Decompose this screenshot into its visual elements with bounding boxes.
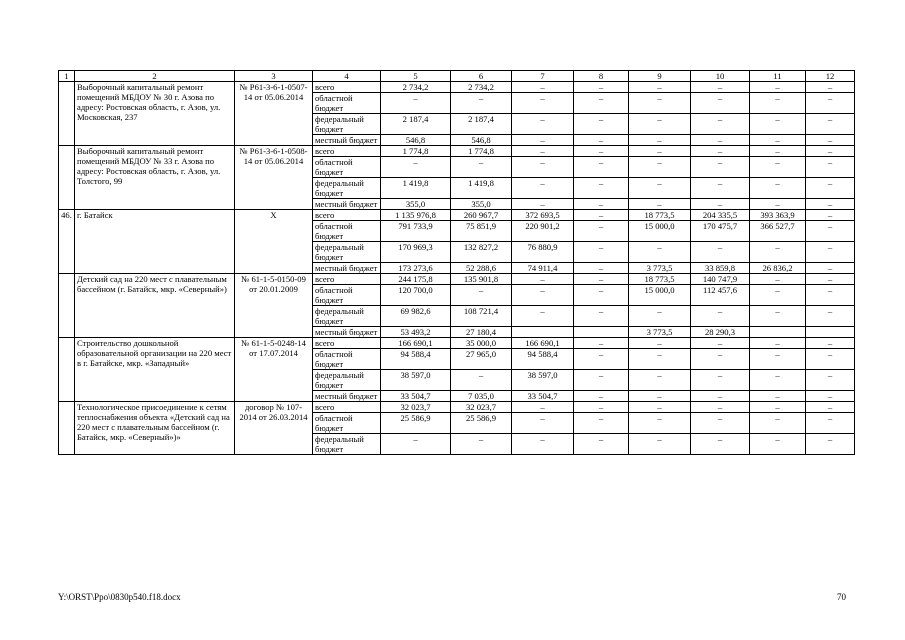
amount-cell: 38 597,0 [512,370,574,391]
funding-source: федеральный бюджет [313,306,381,327]
amount-cell: – [381,93,451,114]
funding-source: областной бюджет [313,349,381,370]
amount-cell: – [574,210,629,221]
registration-number: № 61-1-5-0150-09 от 20.01.2009 [235,274,313,338]
amount-cell: 32 023,7 [381,402,451,413]
amount-cell: – [750,82,806,93]
object-name: г. Батайск [75,210,235,274]
column-number: 5 [381,71,451,82]
amount-cell: – [629,93,691,114]
amount-cell: – [629,157,691,178]
column-number: 10 [691,71,750,82]
amount-cell: – [691,402,750,413]
column-number: 6 [451,71,512,82]
item-number [59,402,75,455]
budget-table [58,70,855,455]
amount-cell: 27 180,4 [451,327,512,338]
amount-cell: – [750,274,806,285]
object-name: Технологическое присоединение к сетям теплоснабжения объекта «Детский сад на 220 мест с плавательным бассейном (г. Батайск, мкр. «Северный»)» [75,402,235,455]
amount-cell: – [691,157,750,178]
amount-cell: 75 851,9 [451,221,512,242]
amount-cell: – [574,199,629,210]
amount-cell: – [512,413,574,434]
amount-cell: – [629,146,691,157]
column-number: 11 [750,71,806,82]
registration-number: X [235,210,313,274]
amount-cell: – [574,93,629,114]
amount-cell: 74 911,4 [512,263,574,274]
amount-cell: – [691,135,750,146]
amount-cell: 27 965,0 [451,349,512,370]
amount-cell: 355,0 [451,199,512,210]
amount-cell: – [451,434,512,455]
amount-cell: – [691,146,750,157]
funding-source: областной бюджет [313,157,381,178]
amount-cell: 108 721,4 [451,306,512,327]
amount-cell: 1 774,8 [451,146,512,157]
amount-cell: – [629,242,691,263]
table-row [59,274,855,285]
amount-cell: – [451,157,512,178]
amount-cell: – [806,157,855,178]
file-path: Y:\ORST\Ppo\0830p540.f18.docx [58,592,181,602]
amount-cell: – [574,338,629,349]
amount-cell [574,327,629,338]
amount-cell: – [574,349,629,370]
amount-cell: – [806,199,855,210]
amount-cell: 2 734,2 [381,82,451,93]
funding-source: всего [313,210,381,221]
amount-cell: 355,0 [381,199,451,210]
funding-source: местный бюджет [313,263,381,274]
amount-cell: 1 419,8 [451,178,512,199]
amount-cell: – [806,391,855,402]
amount-cell: – [629,178,691,199]
funding-source: федеральный бюджет [313,434,381,455]
funding-source: федеральный бюджет [313,178,381,199]
funding-source: областной бюджет [313,93,381,114]
table-body [59,82,855,455]
amount-cell: – [574,263,629,274]
column-number: 2 [75,71,235,82]
amount-cell: – [750,391,806,402]
amount-cell: – [574,157,629,178]
amount-cell: – [512,82,574,93]
column-number: 12 [806,71,855,82]
amount-cell: 3 773,5 [629,327,691,338]
amount-cell: 2 734,2 [451,82,512,93]
table-row [59,82,855,93]
amount-cell: – [512,285,574,306]
amount-cell: – [750,285,806,306]
amount-cell: 33 504,7 [381,391,451,402]
table-row [59,210,855,221]
amount-cell: – [750,349,806,370]
amount-cell: 7 035,0 [451,391,512,402]
funding-source: всего [313,82,381,93]
amount-cell: – [750,370,806,391]
registration-number: договор № 107-2014 от 26.03.2014 [235,402,313,455]
funding-source: областной бюджет [313,221,381,242]
amount-cell: – [806,434,855,455]
column-number: 9 [629,71,691,82]
amount-cell: – [806,221,855,242]
amount-cell: – [512,274,574,285]
amount-cell: 791 733,9 [381,221,451,242]
amount-cell: – [691,413,750,434]
amount-cell: 2 187,4 [381,114,451,135]
amount-cell: – [381,157,451,178]
amount-cell: 170 475,7 [691,221,750,242]
amount-cell: – [691,114,750,135]
column-number-row [59,71,855,82]
amount-cell: – [806,135,855,146]
amount-cell: – [629,338,691,349]
object-name: Строительство дошкольной образовательной организации на 220 мест в г. Батайске, мкр. «Западный» [75,338,235,402]
amount-cell: – [691,93,750,114]
object-name: Детский сад на 220 мест с плавательным бассейном (г. Батайск, мкр. «Северный») [75,274,235,338]
amount-cell: 393 363,9 [750,210,806,221]
amount-cell: – [750,306,806,327]
amount-cell: – [574,135,629,146]
amount-cell: – [806,285,855,306]
amount-cell: 53 493,2 [381,327,451,338]
amount-cell: – [629,199,691,210]
amount-cell: 69 982,6 [381,306,451,327]
amount-cell: 260 967,7 [451,210,512,221]
page-number: 70 [837,592,846,602]
amount-cell: – [806,178,855,199]
amount-cell: – [574,82,629,93]
amount-cell: 140 747,9 [691,274,750,285]
amount-cell: – [806,338,855,349]
funding-source: федеральный бюджет [313,370,381,391]
amount-cell: 170 969,3 [381,242,451,263]
amount-cell: 25 586,9 [381,413,451,434]
amount-cell: – [574,285,629,306]
amount-cell: – [629,349,691,370]
amount-cell: 1 135 976,8 [381,210,451,221]
funding-source: всего [313,274,381,285]
funding-source: всего [313,146,381,157]
registration-number: № Р61-3-6-1-0508-14 от 05.06.2014 [235,146,313,210]
amount-cell: – [691,306,750,327]
amount-cell: – [750,338,806,349]
amount-cell: 32 023,7 [451,402,512,413]
amount-cell: – [574,391,629,402]
amount-cell: 25 586,9 [451,413,512,434]
amount-cell: 38 597,0 [381,370,451,391]
funding-source: областной бюджет [313,285,381,306]
item-number [59,146,75,210]
funding-source: местный бюджет [313,391,381,402]
amount-cell: – [691,434,750,455]
amount-cell: – [574,178,629,199]
amount-cell: – [574,306,629,327]
amount-cell: – [806,306,855,327]
amount-cell: – [750,434,806,455]
amount-cell: 28 290,3 [691,327,750,338]
amount-cell: 52 288,6 [451,263,512,274]
amount-cell: – [512,402,574,413]
object-name: Выборочный капитальный ремонт помещений МБДОУ № 30 г. Азова по адресу: Ростовская область, г. Азов, ул. Московская, 237 [75,82,235,146]
amount-cell: – [806,210,855,221]
amount-cell: – [574,242,629,263]
amount-cell: – [629,114,691,135]
amount-cell: – [451,370,512,391]
amount-cell: – [750,413,806,434]
amount-cell [750,327,806,338]
registration-number: № 61-1-5-0248-14 от 17.07.2014 [235,338,313,402]
amount-cell: – [512,157,574,178]
amount-cell: 26 836,2 [750,263,806,274]
amount-cell: – [512,93,574,114]
amount-cell: – [691,338,750,349]
amount-cell: – [512,114,574,135]
amount-cell: – [629,413,691,434]
amount-cell: 15 000,0 [629,285,691,306]
amount-cell: – [806,93,855,114]
column-number: 8 [574,71,629,82]
amount-cell: – [574,114,629,135]
amount-cell: 1 774,8 [381,146,451,157]
amount-cell: 120 700,0 [381,285,451,306]
amount-cell: – [806,402,855,413]
amount-cell: – [451,285,512,306]
column-number: 4 [313,71,381,82]
amount-cell: – [806,349,855,370]
amount-cell: – [750,199,806,210]
amount-cell: 112 457,6 [691,285,750,306]
amount-cell: – [512,178,574,199]
amount-cell: – [750,93,806,114]
amount-cell: – [691,391,750,402]
amount-cell: – [806,114,855,135]
amount-cell: – [691,349,750,370]
amount-cell: – [512,199,574,210]
amount-cell: 372 693,5 [512,210,574,221]
amount-cell: – [750,178,806,199]
amount-cell: – [629,370,691,391]
amount-cell: – [806,242,855,263]
amount-cell: – [806,370,855,391]
funding-source: местный бюджет [313,327,381,338]
amount-cell: 94 588,4 [381,349,451,370]
amount-cell: – [629,306,691,327]
funding-source: всего [313,402,381,413]
amount-cell: 33 504,7 [512,391,574,402]
amount-cell: – [750,135,806,146]
amount-cell: 35 000,0 [451,338,512,349]
amount-cell: 76 880,9 [512,242,574,263]
amount-cell: 366 527,7 [750,221,806,242]
amount-cell: – [750,157,806,178]
amount-cell: 166 690,1 [512,338,574,349]
registration-number: № Р61-3-6-1-0507-14 от 05.06.2014 [235,82,313,146]
amount-cell: – [691,178,750,199]
amount-cell: 220 901,2 [512,221,574,242]
amount-cell [806,327,855,338]
funding-source: федеральный бюджет [313,114,381,135]
amount-cell: 173 273,6 [381,263,451,274]
amount-cell: – [750,242,806,263]
amount-cell: 18 773,5 [629,210,691,221]
amount-cell: – [691,370,750,391]
item-number [59,82,75,146]
amount-cell: – [381,434,451,455]
item-number: 46. [59,210,75,274]
amount-cell: – [750,402,806,413]
amount-cell: 546,8 [451,135,512,146]
amount-cell: 3 773,5 [629,263,691,274]
funding-source: местный бюджет [313,199,381,210]
amount-cell: – [629,391,691,402]
amount-cell: 135 901,8 [451,274,512,285]
amount-cell: – [451,93,512,114]
amount-cell: 204 335,5 [691,210,750,221]
table-row [59,402,855,413]
amount-cell: – [806,82,855,93]
funding-source: местный бюджет [313,135,381,146]
amount-cell: 132 827,2 [451,242,512,263]
amount-cell: 2 187,4 [451,114,512,135]
amount-cell: 546,8 [381,135,451,146]
column-number: 3 [235,71,313,82]
amount-cell: 244 175,8 [381,274,451,285]
amount-cell: – [750,114,806,135]
amount-cell: – [806,413,855,434]
amount-cell: – [574,146,629,157]
amount-cell: 18 773,5 [629,274,691,285]
amount-cell: 15 000,0 [629,221,691,242]
item-number [59,274,75,338]
column-number: 7 [512,71,574,82]
amount-cell: – [574,402,629,413]
amount-cell: – [574,370,629,391]
amount-cell: – [691,199,750,210]
amount-cell: – [512,146,574,157]
amount-cell: – [574,274,629,285]
amount-cell: 1 419,8 [381,178,451,199]
column-number: 1 [59,71,75,82]
amount-cell: – [691,82,750,93]
item-number [59,338,75,402]
funding-source: областной бюджет [313,413,381,434]
object-name: Выборочный капитальный ремонт помещений МБДОУ № 33 г. Азова по адресу: Ростовская область, г. Азов, ул. Толстого, 99 [75,146,235,210]
amount-cell: – [574,221,629,242]
amount-cell: – [512,135,574,146]
amount-cell: – [806,263,855,274]
amount-cell: – [629,135,691,146]
amount-cell: – [750,146,806,157]
amount-cell: – [629,402,691,413]
amount-cell: – [629,434,691,455]
amount-cell: – [574,434,629,455]
amount-cell: 166 690,1 [381,338,451,349]
amount-cell: – [629,82,691,93]
amount-cell: 33 859,8 [691,263,750,274]
funding-source: всего [313,338,381,349]
table-row [59,146,855,157]
funding-source: федеральный бюджет [313,242,381,263]
amount-cell: – [512,306,574,327]
amount-cell: – [691,242,750,263]
amount-cell: – [806,146,855,157]
amount-cell: – [512,434,574,455]
amount-cell [512,327,574,338]
amount-cell: – [806,274,855,285]
amount-cell: – [574,413,629,434]
table-row [59,338,855,349]
amount-cell: 94 588,4 [512,349,574,370]
